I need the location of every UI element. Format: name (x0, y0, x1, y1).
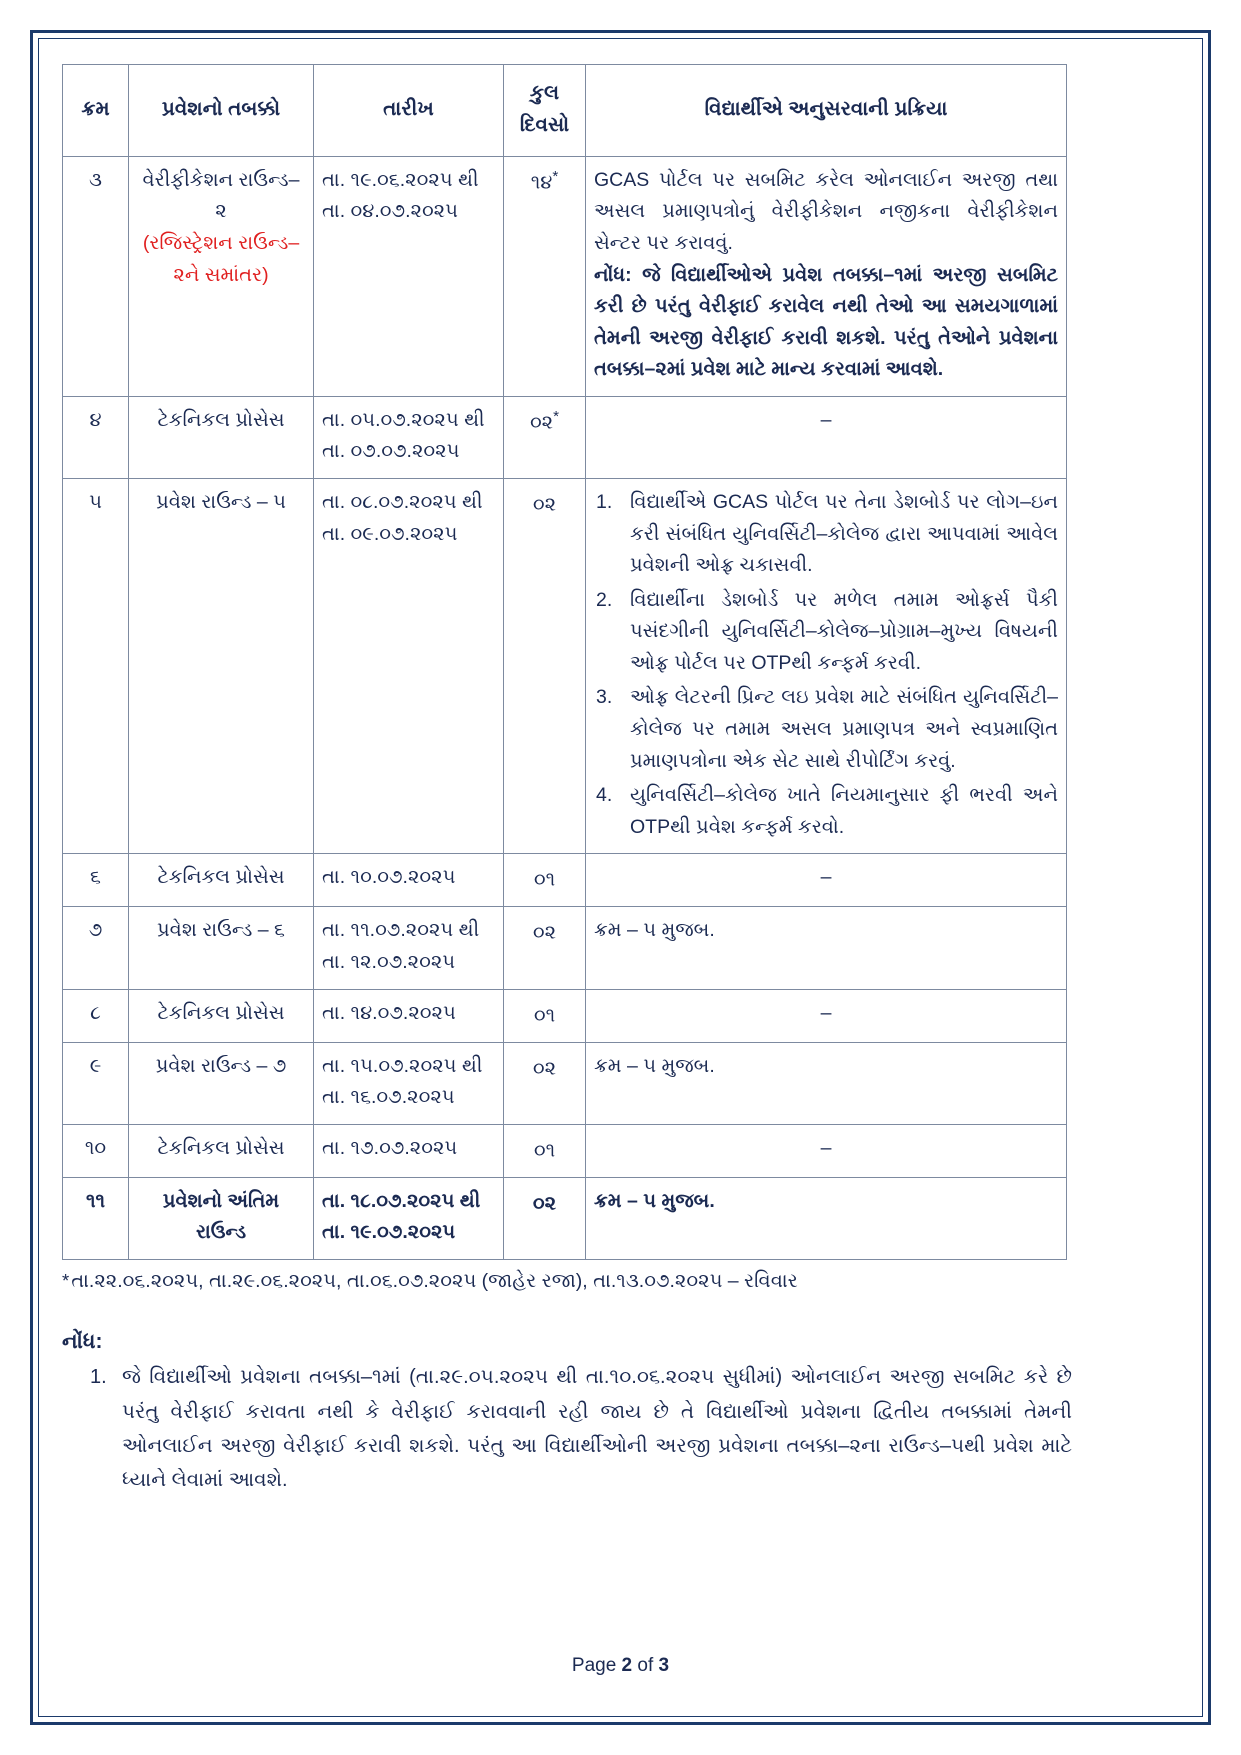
cell-stage (129, 1177, 314, 1259)
cell-total-days (504, 854, 586, 907)
notes-title: નોંધ: (62, 1330, 103, 1354)
stage-main-label-line2: રાઉન્ડ (195, 1221, 247, 1244)
notes-section (62, 1330, 1072, 1498)
cell-procedure: – (586, 1124, 1067, 1177)
column-header-procedure: વિદ્યાર્થીએ અનુસરવાની પ્રક્રિયા (586, 65, 1067, 157)
cell-serial: ૧૦ (63, 1124, 129, 1177)
holiday-footnote (62, 1267, 1066, 1296)
cell-date (314, 478, 504, 853)
date-start: તા. ૧૭.૦૭.૨૦૨૫ (322, 1136, 458, 1159)
column-header-total-days (504, 65, 586, 157)
page-content (62, 64, 1137, 1506)
cell-serial: ૪ (63, 396, 129, 478)
cell-serial: ૫ (63, 478, 129, 853)
footnote-text: તા.૨૨.૦૬.૨૦૨૫, તા.૨૯.૦૬.૨૦૨૫, તા.૦૬.૦૭.૨૦૨૫ (જાહેર રજા), તા.૧૩.૦૭.૨૦૨૫ – રવિવાર (71, 1270, 798, 1293)
table-row (63, 156, 1067, 396)
cell-total-days (504, 1042, 586, 1124)
days-value: ૦૧ (533, 1139, 556, 1162)
cell-procedure (586, 478, 1067, 853)
cell-stage: પ્રવેશ રાઉન્ડ – ૭ (129, 1042, 314, 1124)
cell-stage: ટેકનિકલ પ્રોસેસ (129, 854, 314, 907)
cell-procedure (586, 156, 1067, 396)
table-row (63, 478, 1067, 853)
table-header-row (63, 65, 1067, 157)
date-start: તા. ૦૮.૦૭.૨૦૨૫ થી (322, 490, 483, 513)
days-value: ૦૧ (533, 1004, 556, 1027)
cell-procedure: – (586, 396, 1067, 478)
procedure-step: વિદ્યાર્થીના ડેશબોર્ડ પર મળેલ તમામ ઓફ્રર્સ પૈકી પસંદગીની યુનિવર્સિટી–કોલેજ–પ્રોગ્રામ–મુખ્ય વિષયની ઓફ્ર પોર્ટલ પર OTPથી કન્ફર્મ કરવી. (630, 588, 1058, 674)
total-days-line1: કુલ (529, 82, 560, 104)
page-footer (0, 1655, 1241, 1677)
page-number-current: 2 (621, 1655, 633, 1676)
cell-serial: ૬ (63, 854, 129, 907)
cell-total-days (504, 156, 586, 396)
procedure-step-list (594, 487, 1058, 843)
cell-stage: પ્રવેશ રાઉન્ડ – ૫ (129, 478, 314, 853)
cell-serial: ૮ (63, 989, 129, 1042)
date-start: તા. ૧૮.૦૭.૨૦૨૫ થી (322, 1189, 481, 1212)
table-header (63, 65, 1067, 157)
table-row (63, 989, 1067, 1042)
date-start: તા. ૧૯.૦૬.૨૦૨૫ થી (322, 168, 479, 191)
cell-procedure: ક્રમ – ૫ મુજબ. (586, 1177, 1067, 1259)
cell-date (314, 907, 504, 989)
total-days-line2: દિવસો (519, 114, 570, 137)
date-start: તા. ૧૫.૦૭.૨૦૨૫ થી (322, 1054, 483, 1077)
days-value: ૦૨ (529, 411, 554, 434)
days-value: ૦૧ (533, 868, 556, 891)
date-start: તા. ૦૫.૦૭.૨૦૨૫ થી (322, 408, 485, 431)
days-value: ૦૨ (532, 493, 557, 516)
cell-stage: ટેકનિકલ પ્રોસેસ (129, 1124, 314, 1177)
cell-serial: ૧૧ (63, 1177, 129, 1259)
column-header-stage: પ્રવેશનો તબક્કો (129, 65, 314, 157)
cell-total-days (504, 1177, 586, 1259)
date-start: તા. ૧૧.૦૭.૨૦૨૫ થી (322, 919, 480, 942)
cell-total-days (504, 907, 586, 989)
procedure-step: ઓફ્ર લેટરની પ્રિન્ટ લઇ પ્રવેશ માટે સંબંધિત યુનિવર્સિટી–કોલેજ પર તમામ અસલ પ્રમાણપત્ર અને સ્વપ્રમાણિત પ્રમાણપત્રોના એક સેટ સાથે રીપોર્ટિંગ કરવું. (630, 686, 1058, 772)
date-end: તા. ૦૭.૦૭.૨૦૨૫ (322, 440, 460, 463)
table-row (63, 1124, 1067, 1177)
stage-main-label: વેરીફીકેશન રાઉન્ડ–૨ (142, 168, 300, 223)
cell-date (314, 396, 504, 478)
cell-procedure: – (586, 854, 1067, 907)
cell-total-days (504, 1124, 586, 1177)
procedure-note: નોંધ: જે વિદ્યાર્થીઓએ પ્રવેશ તબક્કા–૧માં અરજી સબમિટ કરી છે પરંતુ વેરીફાઈ કરાવેલ નથી તેઓ આ સમયગાળામાં તેમની અરજી વેરીફાઈ કરાવી શકશે. પરંતુ તેઓને પ્રવેશના તબક્કા–૨માં પ્રવેશ માટે માન્ય કરવામાં આવશે. (594, 263, 1058, 381)
cell-date (314, 1042, 504, 1124)
cell-procedure: ક્રમ – ૫ મુજબ. (586, 1042, 1067, 1124)
days-value: ૦૨ (532, 1192, 557, 1215)
date-end: તા. ૦૯.૦૭.૨૦૨૫ (322, 522, 458, 545)
cell-procedure: ક્રમ – ૫ મુજબ. (586, 907, 1067, 989)
table-row (63, 1177, 1067, 1259)
table-row (63, 1042, 1067, 1124)
page-number-total: 3 (658, 1655, 670, 1676)
stage-main-label-line1: પ્રવેશનો અંતિમ (162, 1189, 280, 1212)
days-value: ૦૨ (532, 1057, 557, 1080)
table-row (63, 907, 1067, 989)
cell-stage: પ્રવેશ રાઉન્ડ – ૬ (129, 907, 314, 989)
cell-date (314, 156, 504, 396)
notes-list (62, 1360, 1072, 1498)
days-star: * (552, 167, 559, 185)
note-item: જે વિદ્યાર્થીઓ પ્રવેશના તબક્કા–૧માં (તા.૨૯.૦૫.૨૦૨૫ થી તા.૧૦.૦૬.૨૦૨૫ સુધીમાં) ઓનલાઈન અરજી સબમિટ કરે છે પરંતુ વેરીફાઈ કરાવતા નથી કે વેરીફાઈ કરાવવાની રહી જાય છે તે વિદ્યાર્થીઓ પ્રવેશના દ્વિતીય તબક્કામાં તેમની ઓનલાઈન અરજી વેરીફાઈ કરાવી શકશે. પરંતુ આ વિદ્યાર્થીઓની અરજી પ્રવેશના તબક્કા–૨ના રાઉન્ડ–૫થી પ્રવેશ માટે ધ્યાને લેવામાં આવશે. (122, 1366, 1072, 1492)
procedure-step: યુનિવર્સિટી–કોલેજ ખાતે નિયમાનુસાર ફી ભરવી અને OTPથી પ્રવેશ કન્ફર્મ કરવો. (630, 784, 1058, 838)
cell-total-days (504, 478, 586, 853)
column-header-serial: ક્રમ (63, 65, 129, 157)
admission-schedule-table (62, 64, 1067, 1260)
cell-serial: ૯ (63, 1042, 129, 1124)
page-footer-prefix: Page (571, 1655, 622, 1676)
days-value: ૧૪ (530, 171, 553, 194)
cell-total-days (504, 396, 586, 478)
procedure-step: વિદ્યાર્થીએ GCAS પોર્ટલ પર તેના ડેશબોર્ડ પર લોગ–ઇન કરી સંબંધિત યુનિવર્સિટી–કોલેજ દ્વારા આપવામાં આવેલ પ્રવેશની ઓફ્ર ચકાસવી. (630, 490, 1058, 577)
date-end: તા. ૧૬.૦૭.૨૦૨૫ (322, 1086, 455, 1109)
table-body (63, 156, 1067, 1259)
page-footer-middle: of (632, 1655, 659, 1676)
cell-stage (129, 156, 314, 396)
days-value: ૦૨ (532, 921, 557, 944)
cell-date (314, 1177, 504, 1259)
table-row (63, 396, 1067, 478)
table-row (63, 854, 1067, 907)
cell-total-days (504, 989, 586, 1042)
date-end: તા. ૧૯.૦૭.૨૦૨૫ (322, 1221, 456, 1244)
cell-date (314, 989, 504, 1042)
cell-serial: ૩ (63, 156, 129, 396)
stage-sub-label-line2: ૨ને સમાંતર) (173, 263, 269, 286)
cell-date (314, 1124, 504, 1177)
stage-sub-label-line1: (રજિસ્ટ્રેશન રાઉન્ડ– (142, 231, 300, 254)
date-end: તા. ૦૪.૦૭.૨૦૨૫ (322, 200, 458, 223)
cell-procedure: – (586, 989, 1067, 1042)
procedure-paragraph: GCAS પોર્ટલ પર સબમિટ કરેલ ઓનલાઈન અરજી તથા અસલ પ્રમાણપત્રોનું વેરીફીકેશન નજીકના વેરીફીકેશન સેન્ટર પર કરાવવું. (594, 168, 1058, 254)
cell-stage: ટેકનિકલ પ્રોસેસ (129, 396, 314, 478)
date-start: તા. ૧૪.૦૭.૨૦૨૫ (322, 1001, 456, 1024)
cell-serial: ૭ (63, 907, 129, 989)
date-end: તા. ૧૨.૦૭.૨૦૨૫ (322, 951, 456, 973)
cell-stage: ટેકનિકલ પ્રોસેસ (129, 989, 314, 1042)
column-header-date: તારીખ (314, 65, 504, 157)
days-star: * (553, 407, 560, 425)
cell-date (314, 854, 504, 907)
date-start: તા. ૧૦.૦૭.૨૦૨૫ (322, 866, 456, 889)
footnote-star: * (62, 1270, 70, 1292)
